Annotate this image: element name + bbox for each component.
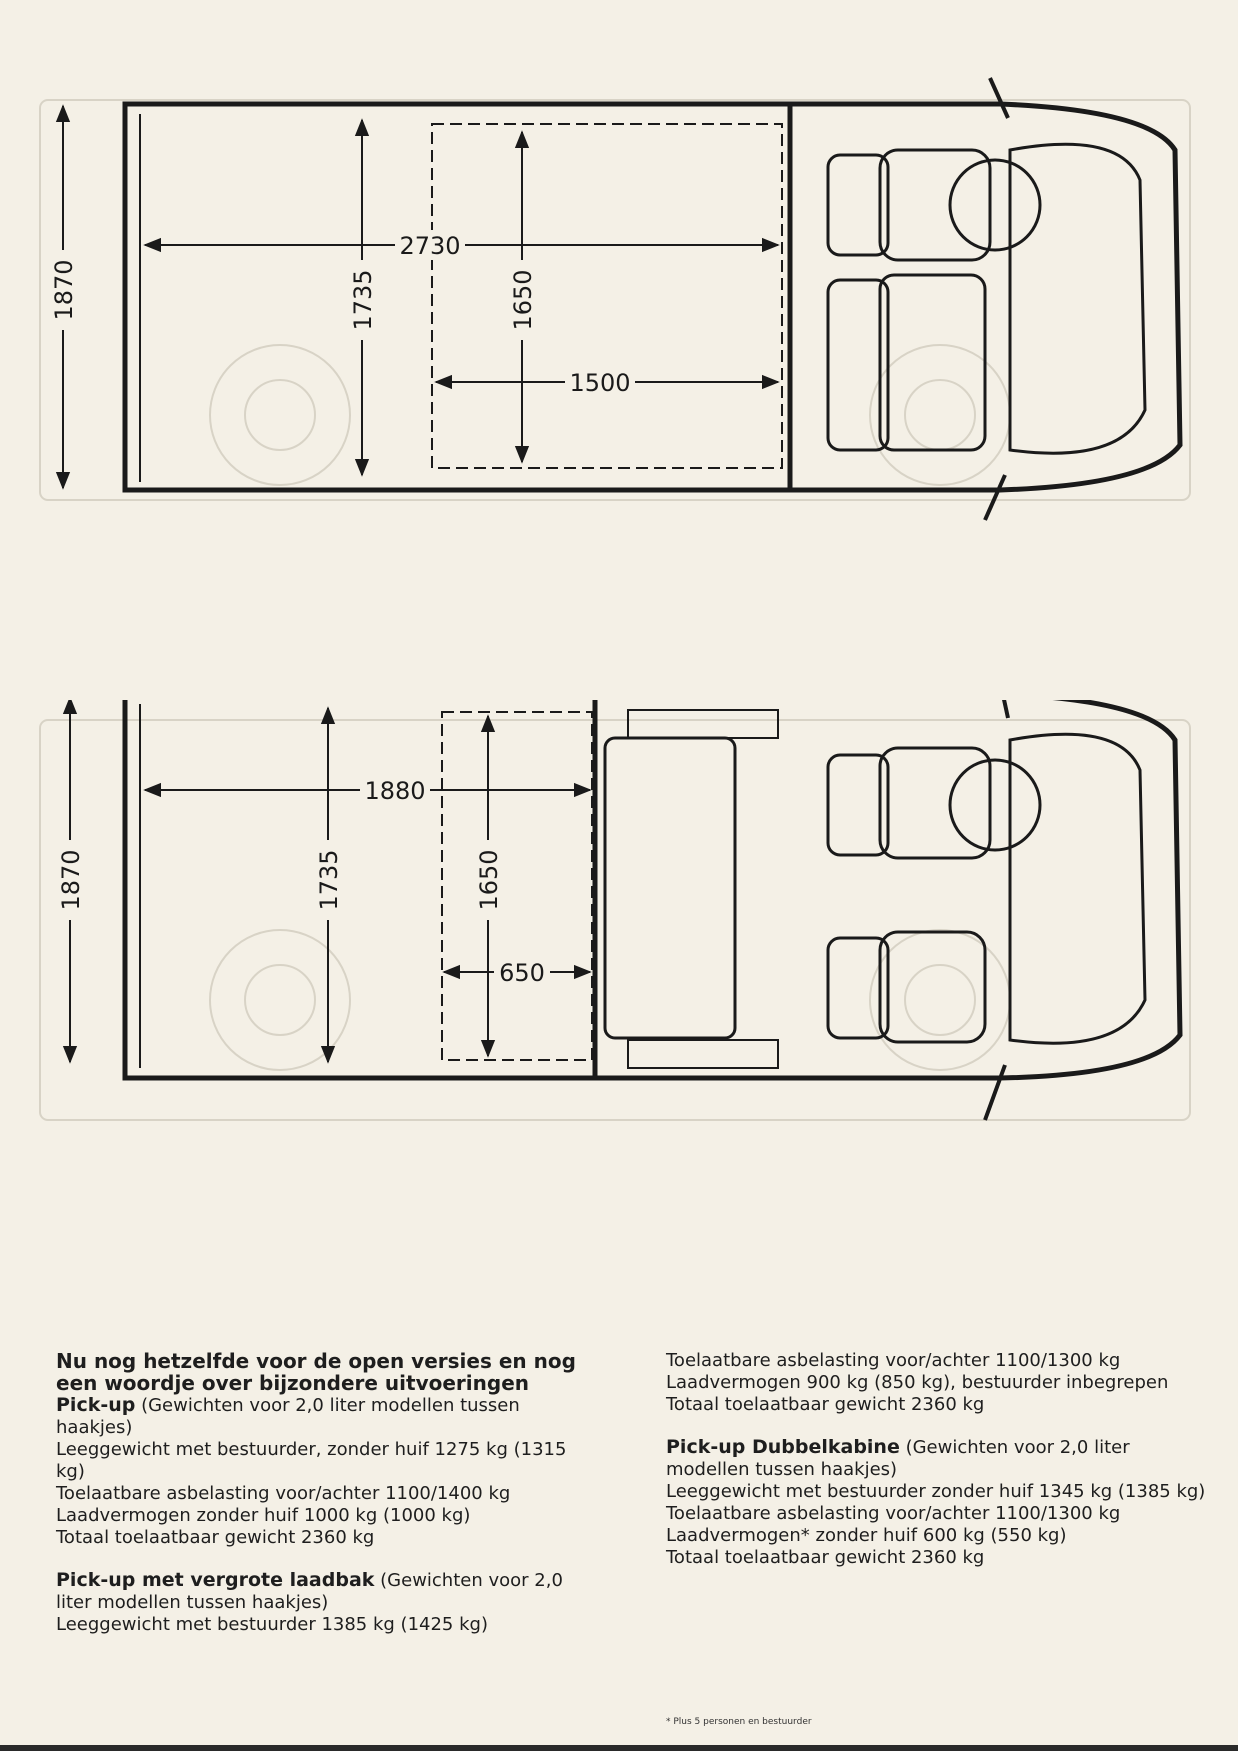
ghost-side-view	[40, 100, 1190, 500]
rear-bench-seat	[605, 738, 735, 1038]
ghost-side-view	[40, 720, 1190, 1120]
heading-line-2: een woordje over bijzondere uitvoeringen	[56, 1371, 530, 1395]
pickup-large-line-3: Laadvermogen 900 kg (850 kg), bestuurder inbegrepen	[666, 1372, 1169, 1393]
double-cab-floorplan-svg	[0, 700, 1238, 1220]
usable-area-dashed	[432, 124, 782, 468]
section-title-pickup: Pick-up	[56, 1394, 136, 1416]
text-column-right	[666, 1350, 1206, 1589]
dim-loading-length: 1880	[364, 777, 426, 805]
pickup-line-2: Toelaatbare asbelasting voor/achter 1100/1400 kg	[56, 1483, 511, 1504]
section-title-pickup-large: Pick-up met vergrote laadbak	[56, 1569, 375, 1591]
pickup-floorplan-diagram	[0, 70, 1238, 590]
dim-inner-width: 1735	[349, 269, 377, 331]
dim-dashed-width: 1650	[509, 269, 537, 331]
section-pickup	[56, 1394, 596, 1549]
windshield	[1010, 734, 1145, 1043]
pickup-double-line-1: Leeggewicht met bestuurder zonder huif 1345 kg (1385 kg)	[666, 1481, 1206, 1502]
mirror-bottom	[985, 1065, 1005, 1120]
pickup-large-line-2: Toelaatbare asbelasting voor/achter 1100/1300 kg	[666, 1350, 1121, 1371]
pickup-line-1: Leeggewicht met bestuurder, zonder huif 1275 kg (1315 kg)	[56, 1439, 567, 1482]
steering-wheel	[950, 160, 1040, 250]
footnote: * Plus 5 personen en bestuurder	[666, 1717, 812, 1727]
section-note-pickup-double: (Gewichten voor 2,0 liter modellen tussen haakjes)	[666, 1437, 1130, 1480]
dim-loading-length: 2730	[399, 232, 461, 260]
bench-seat	[880, 275, 985, 450]
pickup-line-4: Totaal toelaatbaar gewicht 2360 kg	[56, 1527, 375, 1548]
loading-bed-outline	[125, 700, 595, 1078]
section-note-pickup: (Gewichten voor 2,0 liter modellen tussen haakjes)	[56, 1395, 520, 1438]
steering-wheel	[950, 760, 1040, 850]
mirror-top	[990, 78, 1008, 118]
mirror-top	[990, 700, 1008, 718]
usable-area-dashed	[442, 712, 592, 1060]
heading-line-1: Nu nog hetzelfde voor de open versies en nog	[56, 1349, 576, 1373]
bottom-rule	[0, 1745, 1238, 1751]
dim-dashed-length: 650	[499, 959, 545, 987]
windshield	[1010, 144, 1145, 453]
section-pickup-double	[666, 1436, 1206, 1569]
pickup-double-line-3: Laadvermogen* zonder huif 600 kg (550 kg)	[666, 1525, 1067, 1546]
passenger-seat	[880, 932, 985, 1042]
pickup-floorplan-svg	[0, 70, 1238, 590]
dim-dashed-width: 1650	[475, 849, 503, 911]
loading-bed-outline	[125, 104, 790, 490]
dim-inner-width: 1735	[315, 849, 343, 911]
section-pickup-large-cont	[666, 1350, 1206, 1416]
pickup-large-line-4: Totaal toelaatbaar gewicht 2360 kg	[666, 1394, 985, 1415]
pickup-line-3: Laadvermogen zonder huif 1000 kg (1000 kg)	[56, 1505, 471, 1526]
mirror-bottom	[985, 475, 1005, 520]
pickup-double-line-4: Totaal toelaatbaar gewicht 2360 kg	[666, 1547, 985, 1568]
section-note-pickup-large: (Gewichten voor 2,0 liter modellen tussen haakjes)	[56, 1570, 563, 1613]
dim-overall-width: 1870	[50, 259, 78, 321]
section-title-pickup-double: Pick-up Dubbelkabine	[666, 1436, 900, 1458]
pickup-double-line-2: Toelaatbare asbelasting voor/achter 1100/1300 kg	[666, 1503, 1121, 1524]
text-column-left	[56, 1350, 596, 1656]
pickup-large-line-1: Leeggewicht met bestuurder 1385 kg (1425 kg)	[56, 1614, 488, 1635]
section-pickup-large	[56, 1569, 596, 1636]
dim-dashed-length: 1500	[569, 369, 631, 397]
dim-overall-width: 1870	[57, 849, 85, 911]
double-cab-floorplan-diagram	[0, 700, 1238, 1220]
